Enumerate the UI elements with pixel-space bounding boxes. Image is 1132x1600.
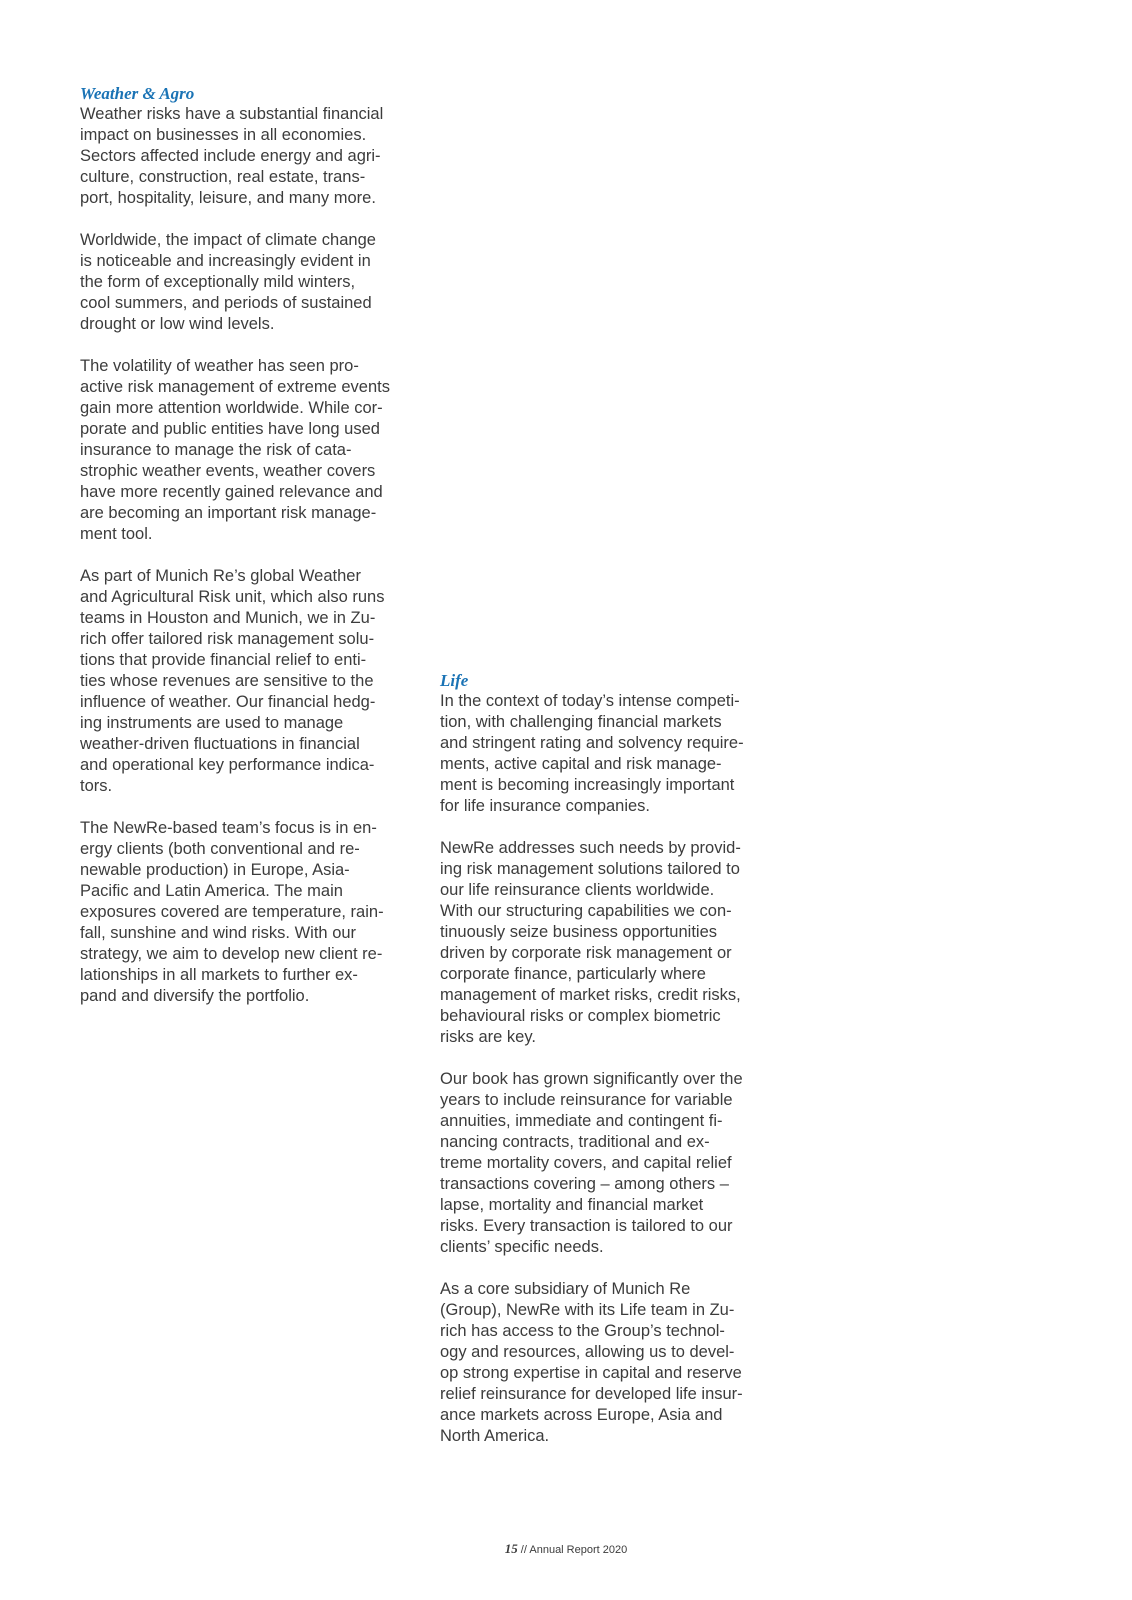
paragraph: In the context of today’s intense competi- tion, with challenging financial markets and stringent rating and solvency require- ments, active capital and risk manage- ment is becoming increasingly important for life insurance companies.	[440, 692, 744, 815]
paragraph: Our book has grown significantly over the years to include reinsurance for variable annuities, immediate and contingent fi- nancing contracts, traditional and ex- treme mortality covers, and capital relief transactions covering – among others – lapse, mortality and financial market risks. Every transaction is tailored to our clients’ specific needs.	[440, 1070, 743, 1256]
page-number: 15	[504, 1541, 518, 1556]
paragraph: Weather risks have a substantial financial impact on businesses in all economies. Sectors affected include energy and agri- culture, construction, real estate, trans- port, hospitality, leisure, and many more.	[80, 105, 384, 207]
paragraph: The NewRe-based team’s focus is in en- ergy clients (both conventional and re- newable production) in Europe, Asia- Pacific and Latin America. The main exposures covered are temperature, rain- fall, sunshine and wind risks. With our strategy, we aim to develop new client re- lationships in all markets to further ex- pand and diversify the portfolio.	[80, 819, 384, 1005]
life-section	[440, 670, 780, 1447]
paragraph: As a core subsidiary of Munich Re (Group), NewRe with its Life team in Zu- rich has access to the Group’s technol- ogy and resources, allowing us to devel- op strong expertise in capital and reserve relief reinsurance for developed life insur- ance markets across Europe, Asia and North America.	[440, 1280, 743, 1445]
paragraph: As part of Munich Re’s global Weather and Agricultural Risk unit, which also runs teams in Houston and Munich, we in Zu- rich offer tailored risk management solu- tions that provide financial relief to enti- ties whose revenues are sensitive to the influence of weather. Our financial hedg- ing instruments are used to manage weather-driven fluctuations in financial and operational key performance indica- tors.	[80, 567, 385, 795]
paragraph: The volatility of weather has seen pro- active risk management of extreme events gain more attention worldwide. While cor- porate and public entities have long used insurance to manage the risk of cata- strophic weather events, weather covers have more recently gained relevance and are becoming an important risk manage- ment tool.	[80, 357, 390, 543]
page-footer	[0, 1541, 1132, 1557]
paragraph: NewRe addresses such needs by provid- ing risk management solutions tailored to our life reinsurance clients worldwide. With our structuring capabilities we con- tinuously seize business opportunities driven by corporate risk management or corporate finance, particularly where management of market risks, credit risks, behavioural risks or complex biometric risks are key.	[440, 839, 741, 1046]
weather-agro-section	[80, 83, 415, 1007]
footer-separator: //	[517, 1544, 530, 1556]
paragraph: Worldwide, the impact of climate change is noticeable and increasingly evident in the form of exceptionally mild winters, cool summers, and periods of sustained drought or low wind levels.	[80, 231, 376, 333]
report-title: Annual Report 2020	[529, 1544, 628, 1556]
section-heading-weather-agro: Weather & Agro	[80, 84, 195, 103]
section-heading-life: Life	[440, 671, 469, 690]
